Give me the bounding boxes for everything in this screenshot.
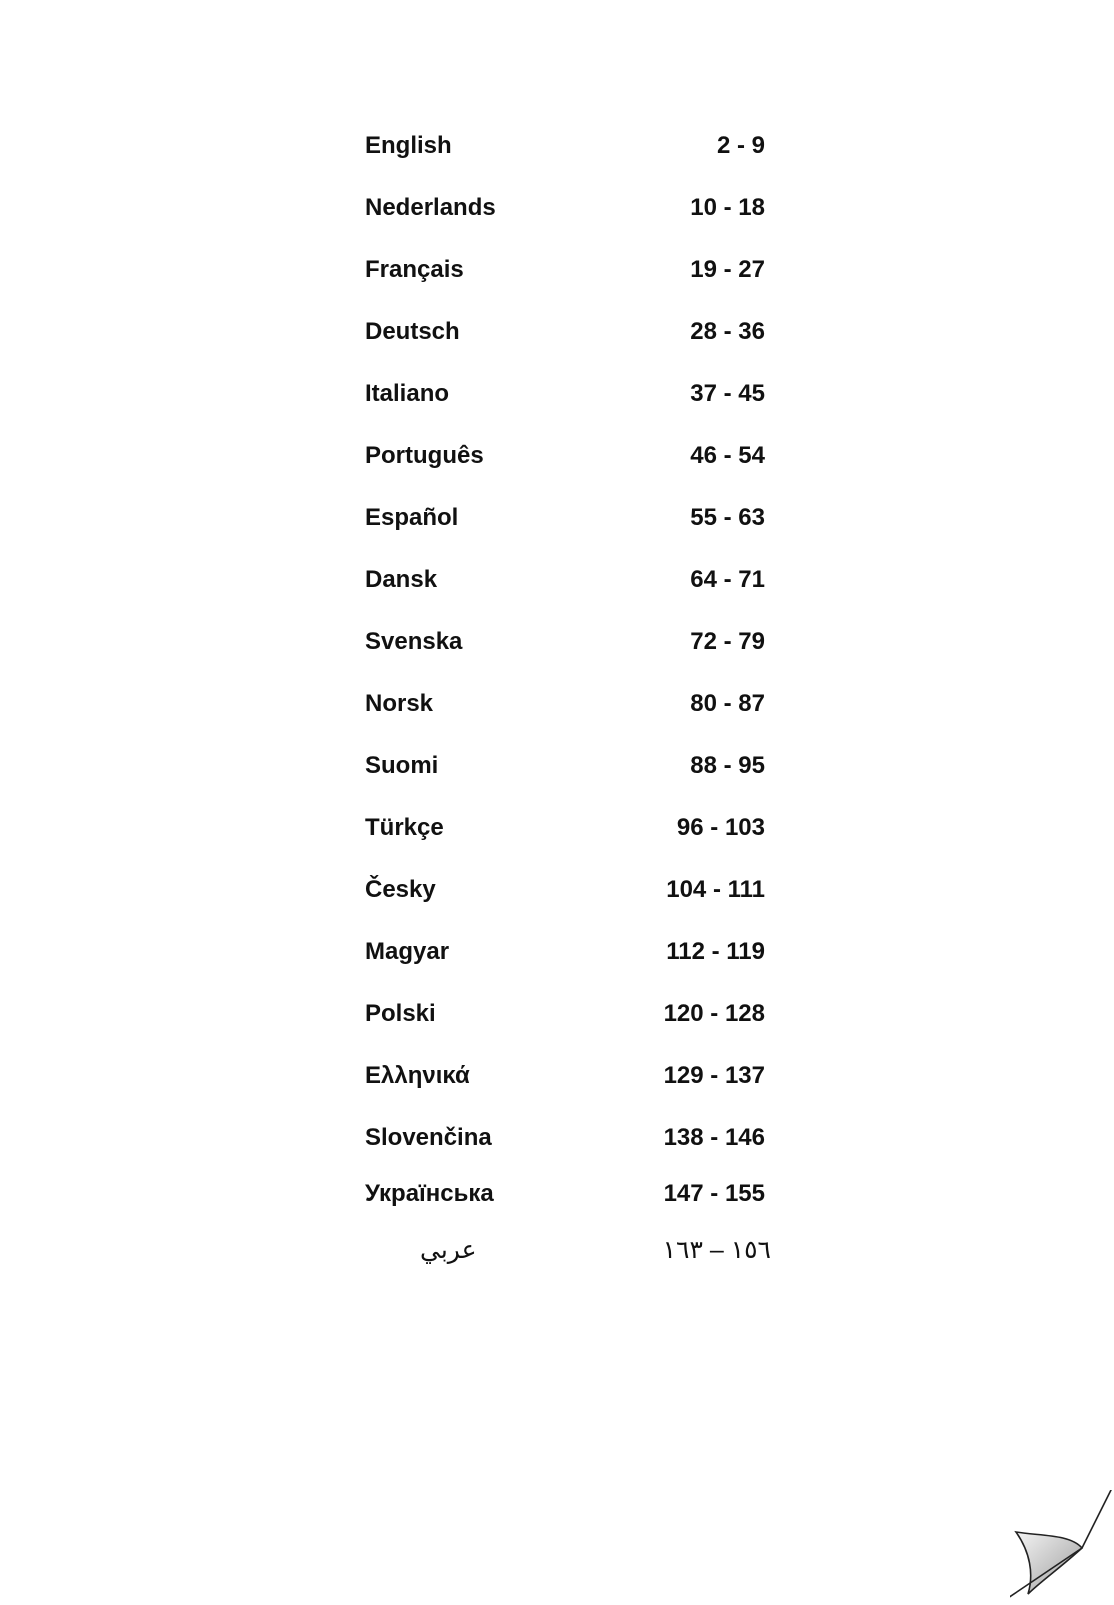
toc-row-slovencina bbox=[365, 1122, 765, 1178]
toc-row-ukrainska bbox=[365, 1178, 765, 1234]
toc-page-range: 37 - 45 bbox=[690, 380, 765, 407]
toc-page-range: 64 - 71 bbox=[690, 566, 765, 593]
toc-language: Nederlands bbox=[365, 194, 496, 221]
toc-row-norsk bbox=[365, 688, 765, 750]
page-curl-icon bbox=[1010, 1490, 1114, 1600]
toc-row-polski bbox=[365, 998, 765, 1060]
toc-row-portugues bbox=[365, 440, 765, 502]
toc-page-range: 112 - 119 bbox=[666, 938, 765, 965]
toc-page-range: 46 - 54 bbox=[690, 442, 765, 469]
toc-row-francais bbox=[365, 254, 765, 316]
toc-row-ellinika bbox=[365, 1060, 765, 1122]
toc-page-range: 80 - 87 bbox=[690, 690, 765, 717]
toc-row-deutsch bbox=[365, 316, 765, 378]
toc-page-range: 19 - 27 bbox=[690, 256, 765, 283]
toc-language: عربي bbox=[420, 1236, 477, 1264]
toc-language: Português bbox=[365, 442, 484, 469]
toc-language: English bbox=[365, 132, 452, 159]
toc-language: Deutsch bbox=[365, 318, 460, 345]
toc-language: Українська bbox=[365, 1180, 494, 1207]
toc-language: Suomi bbox=[365, 752, 439, 779]
table-of-contents bbox=[365, 130, 771, 1296]
toc-page-range: 28 - 36 bbox=[690, 318, 765, 345]
toc-language: Türkçe bbox=[365, 814, 444, 841]
toc-page-range: 2 - 9 bbox=[716, 132, 765, 159]
toc-row-nederlands bbox=[365, 192, 765, 254]
toc-row-italiano bbox=[365, 378, 765, 440]
toc-page-range: 55 - 63 bbox=[690, 504, 765, 531]
toc-page-range: 10 - 18 bbox=[690, 194, 765, 221]
toc-page-range: 104 - 111 bbox=[666, 876, 765, 903]
toc-page-range: 138 - 146 bbox=[663, 1124, 765, 1151]
toc-row-cesky bbox=[365, 874, 765, 936]
toc-row-espanol bbox=[365, 502, 765, 564]
toc-row-turkce bbox=[365, 812, 765, 874]
toc-page-range: 88 - 95 bbox=[690, 752, 765, 779]
toc-row-dansk bbox=[365, 564, 765, 626]
toc-language: Español bbox=[365, 504, 459, 531]
toc-language: Norsk bbox=[365, 690, 434, 717]
toc-language: Slovenčina bbox=[365, 1124, 492, 1151]
toc-row-arabic bbox=[365, 1234, 771, 1296]
toc-language: Česky bbox=[365, 876, 436, 903]
toc-page-range: ١٥٦ – ١٦٣ bbox=[662, 1236, 771, 1264]
toc-page-range: 96 - 103 bbox=[676, 814, 765, 841]
toc-row-english bbox=[365, 130, 765, 192]
toc-language: Ελληνικά bbox=[365, 1062, 470, 1089]
toc-language: Magyar bbox=[365, 938, 450, 965]
toc-page-range: 72 - 79 bbox=[690, 628, 765, 655]
toc-page-range: 147 - 155 bbox=[663, 1180, 765, 1207]
toc-row-magyar bbox=[365, 936, 765, 998]
toc-row-suomi bbox=[365, 750, 765, 812]
toc-language: Italiano bbox=[365, 380, 450, 407]
toc-language: Dansk bbox=[365, 566, 438, 593]
toc-language: Polski bbox=[365, 1000, 436, 1027]
toc-language: Français bbox=[365, 256, 464, 283]
toc-page-range: 120 - 128 bbox=[663, 1000, 765, 1027]
toc-page-range: 129 - 137 bbox=[663, 1062, 765, 1089]
toc-language: Svenska bbox=[365, 628, 463, 655]
toc-row-svenska bbox=[365, 626, 765, 688]
